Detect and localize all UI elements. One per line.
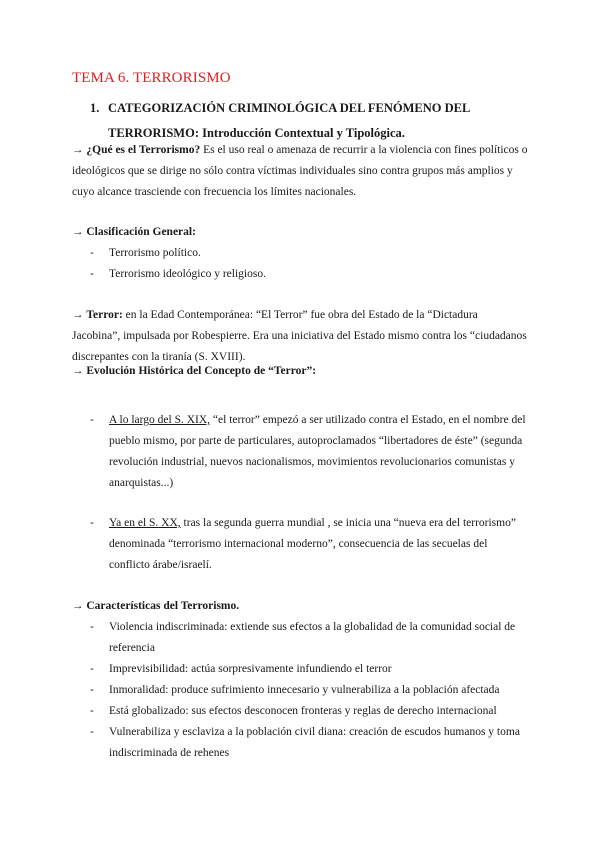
period-label: A lo largo del S. XIX, bbox=[109, 414, 211, 426]
evolution-list-2 bbox=[72, 513, 528, 576]
list-item bbox=[72, 617, 528, 659]
arrow-icon: → bbox=[72, 144, 84, 156]
classification-label: Clasificación General: bbox=[86, 226, 196, 238]
list-item bbox=[72, 722, 528, 764]
dash-bullet: - bbox=[90, 663, 94, 675]
list-item bbox=[72, 659, 528, 680]
characteristics-label: Características del Terrorismo. bbox=[86, 600, 240, 612]
list-item bbox=[72, 243, 528, 264]
list-item bbox=[72, 410, 528, 494]
list-item-text: tras la segunda guerra mundial , se inicia una “nueva era del terrorismo” denominada “terrorismo internacional moderno”, consecuencia de las secuelas del conflicto árabe/israelí. bbox=[109, 517, 516, 571]
definition-paragraph bbox=[72, 140, 528, 203]
definition-text: Es el uso real o amenaza de recurrir a la violencia con fines políticos o ideológicos que se dirige no sólo contra víctimas individuales sino contra grupos más amplios y cuyo alcance trasciende con frecuencia los límites nacionales. bbox=[72, 144, 528, 198]
dash-bullet: - bbox=[90, 517, 94, 529]
list-item bbox=[72, 680, 528, 701]
list-item-text: Vulnerabiliza y esclaviza a la población civil diana: creación de escudos humanos y toma indiscriminada de rehenes bbox=[109, 726, 520, 759]
dash-bullet: - bbox=[90, 247, 94, 259]
arrow-icon: → bbox=[72, 600, 84, 612]
dash-bullet: - bbox=[90, 621, 94, 633]
dash-bullet: - bbox=[90, 268, 94, 280]
section-title-line1: CATEGORIZACIÓN CRIMINOLÓGICA DEL FENÓMENO DEL bbox=[108, 101, 471, 115]
dash-bullet: - bbox=[90, 705, 94, 717]
list-item bbox=[72, 513, 528, 576]
list-item-text: Imprevisibilidad: actúa sorpresivamente infundiendo el terror bbox=[109, 663, 392, 675]
terror-paragraph bbox=[72, 305, 528, 368]
list-item-text: Terrorismo político. bbox=[109, 247, 201, 259]
dash-bullet: - bbox=[90, 726, 94, 738]
list-item-text: “el terror” empezó a ser utilizado contra el Estado, en el nombre del pueblo mismo, por parte de particulares, autoproclamados “libertadores de éste” (segunda revolución industrial, nuevos nacionalismos, movimientos revolucionarios comunistas y anarquistas...) bbox=[109, 414, 526, 489]
period-label: Ya en el S. XX, bbox=[109, 517, 181, 529]
classification-heading bbox=[72, 222, 528, 243]
list-item-text: Terrorismo ideológico y religioso. bbox=[109, 268, 266, 280]
section-heading bbox=[90, 96, 530, 146]
list-item-text: Está globalizado: sus efectos desconocen fronteras y reglas de derecho internacional bbox=[109, 705, 497, 717]
list-item-text: Inmoralidad: produce sufrimiento innecesario y vulnerabiliza a la población afectada bbox=[109, 684, 500, 696]
definition-label: ¿Qué es el Terrorismo? bbox=[86, 144, 201, 156]
section-number: 1. bbox=[90, 101, 100, 115]
characteristics-heading bbox=[72, 596, 528, 617]
arrow-icon: → bbox=[72, 365, 84, 377]
arrow-icon: → bbox=[72, 309, 84, 321]
terror-text: en la Edad Contemporánea: “El Terror” fue obra del Estado de la “Dictadura Jacobina”, impulsada por Robespierre. Era una iniciativa del Estado mismo contra los “ciudadanos discrepantes con la tiranía (S. XVIII). bbox=[72, 309, 527, 363]
section-title-line2: TERRORISMO: Introducción Contextual y Tipológica. bbox=[108, 126, 405, 140]
topic-title: TEMA 6. TERRORISMO bbox=[72, 70, 231, 86]
dash-bullet: - bbox=[90, 414, 94, 426]
arrow-icon: → bbox=[72, 226, 84, 238]
evolution-list bbox=[72, 410, 528, 494]
characteristics-list bbox=[72, 617, 528, 764]
list-item bbox=[72, 264, 528, 285]
dash-bullet: - bbox=[90, 684, 94, 696]
evolution-label: Evolución Histórica del Concepto de “Terror”: bbox=[86, 365, 317, 377]
terror-label: Terror: bbox=[86, 309, 123, 321]
classification-list bbox=[72, 243, 528, 285]
evolution-heading bbox=[72, 361, 528, 382]
list-item-text: Violencia indiscriminada: extiende sus efectos a la globalidad de la comunidad social de referencia bbox=[109, 621, 516, 654]
list-item bbox=[72, 701, 528, 722]
